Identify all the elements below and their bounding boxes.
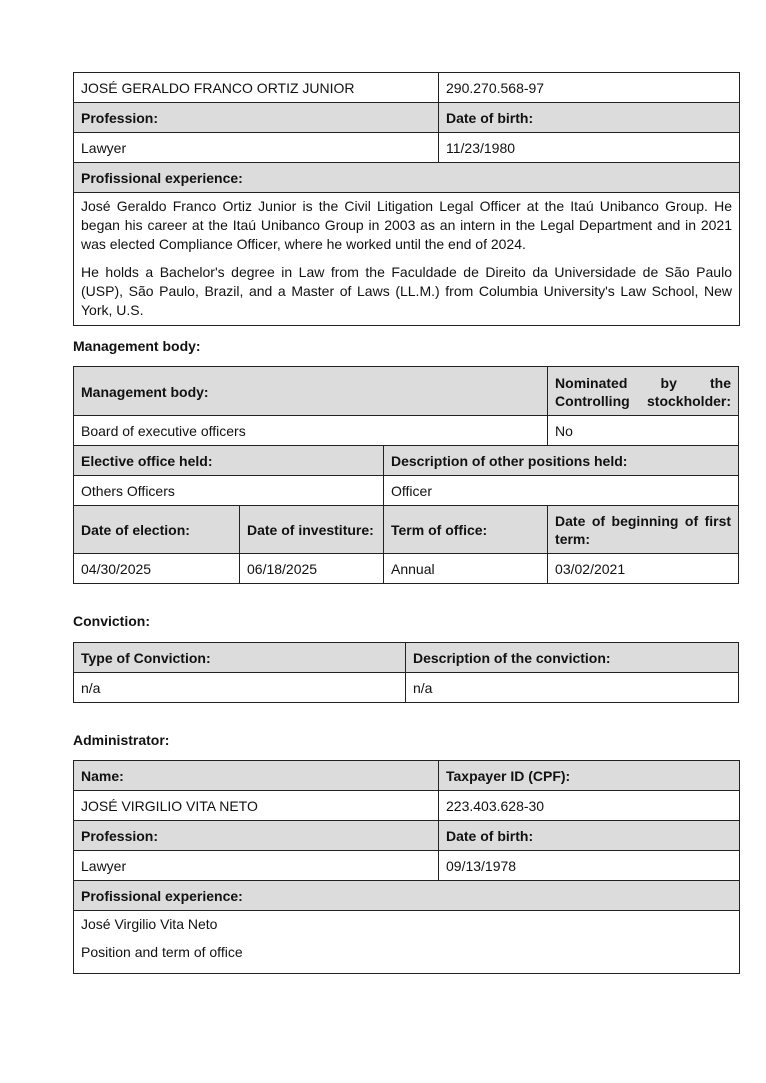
admin-dob-label: Date of birth:: [439, 821, 740, 851]
first-term-value: 03/02/2021: [548, 554, 739, 584]
other-positions-label: Description of other positions held:: [384, 446, 739, 476]
administrator-table: [73, 760, 740, 974]
admin-profession-label: Profession:: [74, 821, 439, 851]
admin-name-label: Name:: [74, 761, 439, 791]
dob-value: 11/23/1980: [439, 133, 740, 163]
experience-text: [74, 193, 740, 326]
first-term-label: Date of beginning of first term:: [548, 506, 739, 554]
admin-profession-value: Lawyer: [74, 851, 439, 881]
investiture-date-label: Date of investiture:: [240, 506, 384, 554]
person-name: JOSÉ GERALDO FRANCO ORTIZ JUNIOR: [74, 73, 439, 103]
admin-experience-text: [74, 911, 740, 974]
admin-cpf-label: Taxpayer ID (CPF):: [439, 761, 740, 791]
other-positions-value: Officer: [384, 476, 739, 506]
admin-experience-label: Profissional experience:: [74, 881, 740, 911]
conviction-type-value: n/a: [74, 673, 406, 703]
term-value: Annual: [384, 554, 548, 584]
election-date-value: 04/30/2025: [74, 554, 240, 584]
admin-dob-value: 09/13/1978: [439, 851, 740, 881]
election-date-label: Date of election:: [74, 506, 240, 554]
admin-experience-line: José Virgilio Vita Neto: [81, 916, 218, 932]
management-body-label: Management body:: [74, 367, 548, 416]
admin-name-value: JOSÉ VIRGILIO VITA NETO: [74, 791, 439, 821]
experience-paragraph: He holds a Bachelor's degree in Law from the Faculdade de Direito da Universidade de São Paulo (USP), São Paulo, Brazil, and a Master of Laws (LL.M.) from Columbia University's Law School, New York, U.S.: [81, 264, 732, 318]
conviction-table: [73, 642, 739, 703]
admin-experience-line: Position and term of office: [81, 944, 243, 960]
dob-label: Date of birth:: [439, 103, 740, 133]
profession-value: Lawyer: [74, 133, 439, 163]
profession-label: Profession:: [74, 103, 439, 133]
nominated-value: No: [548, 416, 739, 446]
elective-office-value: Others Officers: [74, 476, 384, 506]
experience-paragraph: José Geraldo Franco Ortiz Junior is the Civil Litigation Legal Officer at the Itaú Unibanco Group. He began his career at the Itaú Unibanco Group in 2003 as an intern in the Legal Department and in 2021 was elected Compliance Officer, where he worked until the end of 2024.: [81, 198, 732, 252]
elective-office-label: Elective office held:: [74, 446, 384, 476]
conviction-desc-value: n/a: [406, 673, 739, 703]
management-table: [73, 366, 739, 584]
management-body-value: Board of executive officers: [74, 416, 548, 446]
section-title-management: Management body:: [73, 338, 201, 354]
term-label: Term of office:: [384, 506, 548, 554]
conviction-desc-label: Description of the conviction:: [406, 643, 739, 673]
section-title-conviction: Conviction:: [73, 613, 150, 629]
experience-label: Profissional experience:: [74, 163, 740, 193]
conviction-type-label: Type of Conviction:: [74, 643, 406, 673]
investiture-date-value: 06/18/2025: [240, 554, 384, 584]
nominated-label: Nominated by the Controlling stockholder:: [548, 367, 739, 416]
admin-cpf-value: 223.403.628-30: [439, 791, 740, 821]
person-cpf: 290.270.568-97: [439, 73, 740, 103]
section-title-administrator: Administrator:: [73, 732, 170, 748]
person-table: [73, 72, 740, 326]
